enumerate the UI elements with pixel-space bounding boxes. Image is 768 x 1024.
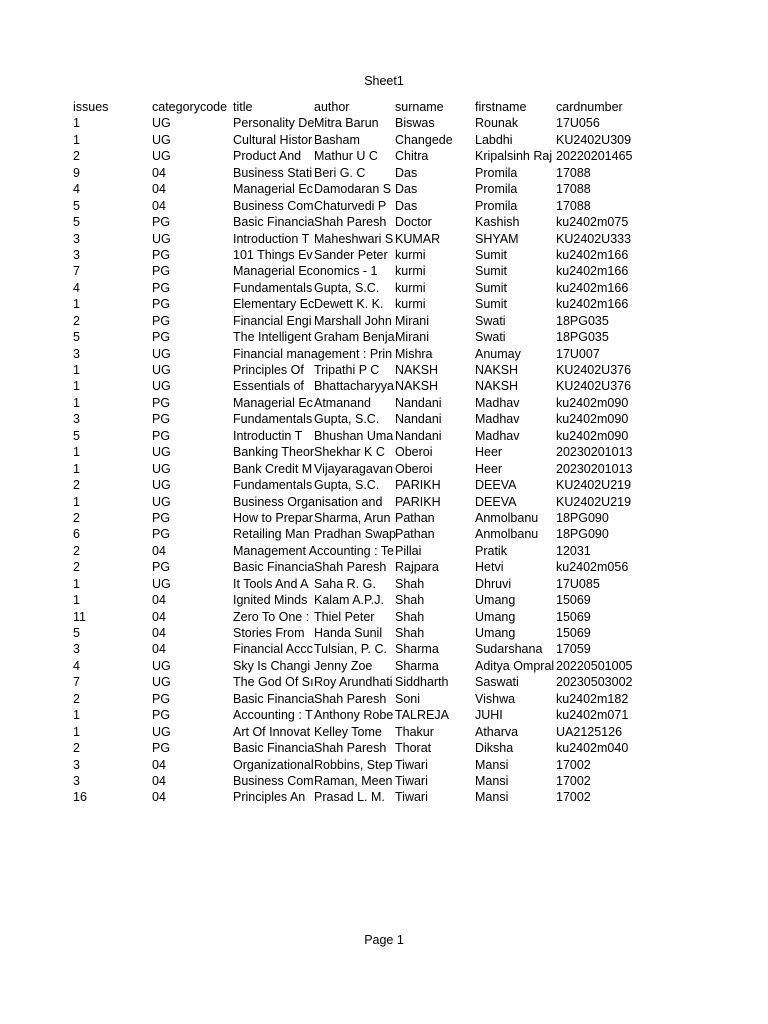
surname-cell: Mirani	[395, 313, 430, 328]
firstname-cell: Anmolbanu	[475, 527, 539, 542]
issues-cell: 3	[73, 346, 80, 361]
title-cell: Basic Financia	[233, 560, 315, 575]
cardnumber-cell: KU2402U309	[556, 132, 632, 147]
firstname-cell: Kashish	[475, 215, 520, 230]
surname-cell: Das	[395, 165, 418, 180]
issues-cell: 2	[73, 560, 80, 575]
title-cell: Zero To One :	[233, 609, 310, 624]
cardnumber-cell: ku2402m166	[556, 280, 629, 295]
title-cell: The Intelligent	[233, 330, 312, 345]
author-cell: Tripathi P C	[314, 363, 380, 377]
firstname-cell: Vishwa	[475, 691, 516, 706]
surname-cell: Mishra	[395, 346, 433, 361]
issues-cell: 2	[73, 741, 80, 756]
firstname-cell: Swati	[475, 313, 506, 328]
author-cell: Marshall John	[314, 313, 392, 328]
author-cell: Shah Paresh	[314, 741, 387, 756]
column-header: title	[233, 100, 253, 114]
firstname-cell: Umang	[475, 626, 516, 640]
categorycode-cell: UG	[152, 149, 171, 164]
surname-cell: Shah	[395, 593, 425, 608]
firstname-cell: Madhav	[475, 428, 520, 443]
categorycode-cell: PG	[152, 510, 171, 525]
issues-cell: 5	[73, 428, 80, 443]
surname-cell: PARIKH	[395, 478, 441, 493]
firstname-cell: Anumay	[475, 346, 521, 361]
categorycode-cell: 04	[152, 773, 166, 788]
author-cell: Raman, Meen	[314, 773, 393, 788]
cardnumber-cell: ku2402m166	[556, 247, 629, 262]
categorycode-cell: 04	[152, 593, 166, 608]
author-cell: Prasad L. M.	[314, 790, 385, 805]
categorycode-cell: 04	[152, 609, 166, 624]
categorycode-cell: PG	[152, 428, 171, 443]
cardnumber-cell: 17002	[556, 757, 591, 772]
surname-cell: Tiwari	[395, 773, 428, 788]
firstname-cell: Hetvi	[475, 560, 504, 575]
firstname-cell: Sudarshana	[475, 642, 543, 657]
column-header: cardnumber	[556, 100, 623, 114]
categorycode-cell: PG	[152, 741, 171, 756]
issues-cell: 6	[73, 527, 80, 542]
title-cell: 101 Things Ev	[233, 247, 313, 262]
issues-cell: 1	[73, 445, 80, 460]
surname-cell: kurmi	[395, 247, 426, 262]
author-cell: Saha R. G.	[314, 576, 376, 591]
author-cell: Sander Peter	[314, 247, 388, 262]
categorycode-cell: PG	[152, 560, 171, 575]
surname-cell: Shah	[395, 576, 425, 591]
cardnumber-cell: ku2402m071	[556, 708, 629, 723]
surname-cell: Tiwari	[395, 757, 428, 772]
cardnumber-cell: ku2402m040	[556, 741, 629, 756]
surname-cell: Das	[395, 182, 418, 197]
surname-cell: Rajpara	[395, 560, 439, 575]
categorycode-cell: 04	[152, 198, 166, 213]
categorycode-cell: 04	[152, 182, 166, 197]
cardnumber-cell: 15069	[556, 626, 591, 640]
categorycode-cell: PG	[152, 280, 171, 295]
firstname-cell: Sumit	[475, 247, 507, 262]
firstname-cell: Mansi	[475, 757, 509, 772]
title-cell: Fundamentals	[233, 478, 313, 493]
issues-cell: 3	[73, 757, 80, 772]
firstname-cell: Pratik	[475, 543, 507, 558]
title-cell: Financial management : Prin	[233, 346, 393, 361]
author-cell: Bhushan Uma	[314, 428, 394, 443]
title-cell: Basic Financia	[233, 741, 315, 756]
title-cell: Business Stati	[233, 165, 313, 180]
cardnumber-cell: 18PG035	[556, 313, 609, 328]
categorycode-cell: PG	[152, 297, 171, 312]
sheet-title: Sheet1	[364, 74, 404, 88]
surname-cell: NAKSH	[395, 363, 439, 377]
cardnumber-cell: ku2402m056	[556, 560, 629, 575]
issues-cell: 3	[73, 247, 80, 262]
categorycode-cell: 04	[152, 543, 166, 558]
author-cell: Shekhar K C	[314, 445, 385, 460]
firstname-cell: DEEVA	[475, 478, 517, 493]
firstname-cell: Umang	[475, 609, 516, 624]
issues-cell: 1	[73, 132, 80, 147]
firstname-cell: Heer	[475, 461, 503, 476]
surname-cell: Pathan	[395, 510, 435, 525]
author-cell: Maheshwari S	[314, 231, 394, 246]
issues-cell: 7	[73, 264, 80, 279]
cardnumber-cell: 12031	[556, 543, 591, 558]
surname-cell: Mirani	[395, 330, 430, 345]
issues-cell: 1	[73, 116, 80, 131]
title-cell: Financial Accc	[233, 642, 313, 657]
firstname-cell: Atharva	[475, 724, 519, 739]
firstname-cell: Diksha	[475, 741, 514, 756]
firstname-cell: Madhav	[475, 395, 520, 410]
cardnumber-cell: 18PG035	[556, 330, 609, 345]
firstname-cell: Mansi	[475, 773, 509, 788]
cardnumber-cell: 15069	[556, 609, 591, 624]
categorycode-cell: UG	[152, 445, 171, 460]
firstname-cell: Swati	[475, 330, 506, 345]
firstname-cell: Promila	[475, 165, 518, 180]
surname-cell: Biswas	[395, 116, 435, 131]
title-cell: Basic Financia	[233, 691, 315, 706]
author-cell: Mathur U C	[314, 149, 378, 164]
author-cell: Mitra Barun	[314, 116, 379, 131]
issues-cell: 2	[73, 149, 80, 164]
categorycode-cell: 04	[152, 790, 166, 805]
categorycode-cell: 04	[152, 757, 166, 772]
cardnumber-cell: 17002	[556, 773, 591, 788]
firstname-cell: Kripalsinh Raj	[475, 149, 553, 164]
title-cell: Personality De	[233, 116, 315, 131]
title-cell: Product And	[233, 149, 302, 164]
firstname-cell: Promila	[475, 182, 518, 197]
cardnumber-cell: ku2402m182	[556, 691, 629, 706]
issues-cell: 4	[73, 658, 80, 673]
title-cell: Managerial Economics - 1	[233, 264, 378, 279]
surname-cell: Nandani	[395, 428, 442, 443]
categorycode-cell: UG	[152, 379, 171, 394]
cardnumber-cell: ku2402m090	[556, 395, 629, 410]
title-cell: Managerial Ec	[233, 182, 313, 197]
title-cell: The God Of Sı	[233, 675, 314, 690]
author-cell: Vijayaragavan	[314, 461, 393, 476]
title-cell: Principles An	[233, 790, 306, 805]
categorycode-cell: PG	[152, 330, 171, 345]
surname-cell: Nandani	[395, 395, 442, 410]
issues-cell: 16	[73, 790, 87, 805]
issues-cell: 3	[73, 773, 80, 788]
column-header: categorycode	[152, 100, 228, 114]
cardnumber-cell: ku2402m075	[556, 215, 629, 230]
firstname-cell: Anmolbanu	[475, 510, 539, 525]
surname-cell: Sharma	[395, 642, 439, 657]
title-cell: Ignited Minds	[233, 593, 308, 608]
title-cell: Fundamentals	[233, 412, 313, 427]
column-header: issues	[73, 100, 109, 114]
categorycode-cell: UG	[152, 724, 171, 739]
issues-cell: 1	[73, 395, 80, 410]
firstname-cell: NAKSH	[475, 379, 519, 394]
surname-cell: Soni	[395, 691, 421, 706]
author-cell: Shah Paresh	[314, 560, 387, 575]
title-cell: Basic Financia	[233, 215, 315, 230]
issues-cell: 9	[73, 165, 80, 180]
issues-cell: 1	[73, 724, 80, 739]
column-header: surname	[395, 100, 444, 114]
cardnumber-cell: 15069	[556, 593, 591, 608]
cardnumber-cell: KU2402U376	[556, 363, 632, 377]
cardnumber-cell: 17U007	[556, 346, 600, 361]
issues-cell: 1	[73, 593, 80, 608]
title-cell: Financial Engi	[233, 313, 312, 328]
firstname-cell: Mansi	[475, 790, 509, 805]
issues-cell: 1	[73, 297, 80, 312]
surname-cell: KUMAR	[395, 231, 441, 246]
issues-cell: 7	[73, 675, 80, 690]
categorycode-cell: UG	[152, 132, 171, 147]
categorycode-cell: UG	[152, 675, 171, 690]
column-header: author	[314, 100, 350, 114]
categorycode-cell: UG	[152, 363, 171, 377]
issues-cell: 1	[73, 708, 80, 723]
firstname-cell: Promila	[475, 198, 518, 213]
issues-cell: 1	[73, 494, 80, 509]
issues-cell: 2	[73, 478, 80, 493]
title-cell: Business Com	[233, 773, 314, 788]
surname-cell: Das	[395, 198, 418, 213]
cardnumber-cell: ku2402m090	[556, 412, 629, 427]
firstname-cell: Saswati	[475, 675, 519, 690]
cardnumber-cell: KU2402U376	[556, 379, 632, 394]
cardnumber-cell: 20230503002	[556, 675, 633, 690]
firstname-cell: Madhav	[475, 412, 520, 427]
author-cell: Gupta, S.C.	[314, 280, 380, 295]
title-cell: Introductin T	[233, 428, 303, 443]
title-cell: Cultural Histor	[233, 132, 313, 147]
author-cell: Jenny Zoe	[314, 658, 373, 673]
surname-cell: kurmi	[395, 297, 426, 312]
issues-cell: 5	[73, 198, 80, 213]
firstname-cell: Sumit	[475, 264, 507, 279]
title-cell: It Tools And A	[233, 576, 309, 591]
surname-cell: Nandani	[395, 412, 442, 427]
author-cell: Damodaran S	[314, 182, 392, 197]
categorycode-cell: 04	[152, 642, 166, 657]
title-cell: Essentials of	[233, 379, 304, 394]
author-cell: Sharma, Arun	[314, 510, 391, 525]
firstname-cell: DEEVA	[475, 494, 517, 509]
issues-cell: 2	[73, 510, 80, 525]
surname-cell: Siddharth	[395, 675, 449, 690]
firstname-cell: Rounak	[475, 116, 519, 131]
cardnumber-cell: 20220501005	[556, 658, 633, 673]
cardnumber-cell: 18PG090	[556, 510, 609, 525]
surname-cell: Thorat	[395, 741, 432, 756]
issues-cell: 1	[73, 461, 80, 476]
author-cell: Handa Sunil	[314, 626, 383, 640]
author-cell: Shah Paresh	[314, 215, 387, 230]
issues-cell: 3	[73, 642, 80, 657]
firstname-cell: Dhruvi	[475, 576, 512, 591]
title-cell: Introduction T	[233, 231, 310, 246]
surname-cell: NAKSH	[395, 379, 439, 394]
author-cell: Graham Benja	[314, 330, 395, 345]
surname-cell: Shah	[395, 609, 425, 624]
surname-cell: Thakur	[395, 724, 434, 739]
categorycode-cell: PG	[152, 215, 171, 230]
firstname-cell: Aditya Ompral	[475, 658, 555, 673]
author-cell: Shah Paresh	[314, 691, 387, 706]
title-cell: Stories From	[233, 626, 305, 640]
cardnumber-cell: 17U085	[556, 576, 600, 591]
surname-cell: kurmi	[395, 280, 426, 295]
title-cell: Fundamentals	[233, 280, 313, 295]
author-cell: Gupta, S.C.	[314, 412, 380, 427]
author-cell: Beri G. C	[314, 165, 366, 180]
issues-cell: 2	[73, 691, 80, 706]
surname-cell: PARIKH	[395, 494, 441, 509]
categorycode-cell: UG	[152, 461, 171, 476]
surname-cell: Chitra	[395, 149, 429, 164]
surname-cell: TALREJA	[395, 708, 449, 723]
categorycode-cell: 04	[152, 626, 166, 640]
issues-cell: 11	[73, 609, 86, 624]
title-cell: Art Of Innovat	[233, 724, 311, 739]
categorycode-cell: PG	[152, 395, 171, 410]
firstname-cell: SHYAM	[475, 231, 519, 246]
categorycode-cell: PG	[152, 264, 171, 279]
issues-cell: 2	[73, 543, 80, 558]
issues-cell: 3	[73, 412, 80, 427]
surname-cell: kurmi	[395, 264, 426, 279]
categorycode-cell: PG	[152, 527, 171, 542]
issues-cell: 2	[73, 313, 80, 328]
firstname-cell: Labdhi	[475, 132, 513, 147]
cardnumber-cell: KU2402U219	[556, 478, 632, 493]
categorycode-cell: PG	[152, 247, 171, 262]
title-cell: Retailing Man	[233, 527, 310, 542]
author-cell: Pradhan Swap	[314, 527, 397, 542]
issues-cell: 3	[73, 231, 80, 246]
author-cell: Thiel Peter	[314, 609, 375, 624]
issues-cell: 4	[73, 182, 80, 197]
title-cell: Banking Theor	[233, 445, 315, 460]
page-footer: Page 1	[364, 933, 404, 947]
cardnumber-cell: KU2402U219	[556, 494, 632, 509]
cardnumber-cell: 17059	[556, 642, 591, 657]
categorycode-cell: PG	[152, 708, 171, 723]
title-cell: Accounting : T	[233, 708, 313, 723]
author-cell: Atmanand	[314, 395, 371, 410]
surname-cell: Shah	[395, 626, 425, 640]
categorycode-cell: 04	[152, 165, 166, 180]
author-cell: Kalam A.P.J.	[314, 593, 384, 608]
categorycode-cell: UG	[152, 231, 171, 246]
title-cell: Principles Of	[233, 363, 304, 377]
categorycode-cell: UG	[152, 576, 171, 591]
issues-cell: 1	[73, 576, 80, 591]
surname-cell: Tiwari	[395, 790, 428, 805]
surname-cell: Oberoi	[395, 461, 433, 476]
title-cell: How to Prepar	[233, 510, 313, 525]
cardnumber-cell: 17088	[556, 182, 591, 197]
categorycode-cell: UG	[152, 494, 171, 509]
cardnumber-cell: ku2402m166	[556, 264, 629, 279]
categorycode-cell: UG	[152, 346, 171, 361]
author-cell: Chaturvedi P	[314, 198, 387, 213]
author-cell: Dewett K. K.	[314, 297, 384, 312]
cardnumber-cell: ku2402m090	[556, 428, 629, 443]
cardnumber-cell: 17U056	[556, 116, 600, 131]
author-cell: Tulsian, P. C.	[314, 642, 387, 657]
issues-cell: 5	[73, 330, 80, 345]
surname-cell: Changede	[395, 132, 453, 147]
firstname-cell: Heer	[475, 445, 503, 460]
author-cell: Kelley Tome	[314, 724, 382, 739]
issues-cell: 1	[73, 379, 80, 394]
cardnumber-cell: 18PG090	[556, 527, 609, 542]
surname-cell: Oberoi	[395, 445, 433, 460]
firstname-cell: JUHI	[475, 708, 503, 723]
author-cell: Roy Arundhati	[314, 675, 393, 690]
firstname-cell: Umang	[475, 593, 516, 608]
categorycode-cell: UG	[152, 478, 171, 493]
categorycode-cell: PG	[152, 313, 171, 328]
cardnumber-cell: 17088	[556, 165, 591, 180]
issues-cell: 1	[73, 363, 80, 377]
issues-cell: 5	[73, 626, 80, 640]
title-cell: Business Com	[233, 198, 314, 213]
firstname-cell: Sumit	[475, 280, 507, 295]
author-cell: Gupta, S.C.	[314, 478, 380, 493]
issues-cell: 5	[73, 215, 80, 230]
title-cell: Business Organisation and	[233, 494, 383, 509]
cardnumber-cell: KU2402U333	[556, 231, 632, 246]
author-cell: Basham	[314, 132, 360, 147]
cardnumber-cell: 17002	[556, 790, 591, 805]
surname-cell: Sharma	[395, 658, 439, 673]
title-cell: Organizational	[233, 757, 314, 772]
author-cell: Anthony Robe	[314, 708, 394, 723]
categorycode-cell: PG	[152, 412, 171, 427]
categorycode-cell: PG	[152, 691, 171, 706]
title-cell: Bank Credit M	[233, 461, 313, 476]
column-header: firstname	[475, 100, 527, 114]
cardnumber-cell: UA2125126	[556, 724, 623, 739]
cardnumber-cell: ku2402m166	[556, 297, 629, 312]
title-cell: Elementary Ec	[233, 297, 315, 312]
categorycode-cell: UG	[152, 116, 171, 131]
firstname-cell: Sumit	[475, 297, 507, 312]
categorycode-cell: UG	[152, 658, 171, 673]
author-cell: Robbins, Step	[314, 757, 393, 772]
issues-cell: 4	[73, 280, 80, 295]
surname-cell: Doctor	[395, 215, 432, 230]
cardnumber-cell: 20230201013	[556, 461, 633, 476]
title-cell: Sky Is Changi	[233, 658, 311, 673]
surname-cell: Pathan	[395, 527, 435, 542]
title-cell: Management Accounting : Te	[233, 543, 394, 558]
firstname-cell: NAKSH	[475, 363, 519, 377]
title-cell: Managerial Ec	[233, 395, 313, 410]
cardnumber-cell: 17088	[556, 198, 591, 213]
author-cell: Bhattacharyya	[314, 379, 394, 394]
surname-cell: Pillai	[395, 543, 422, 558]
cardnumber-cell: 20230201013	[556, 445, 633, 460]
cardnumber-cell: 20220201465	[556, 149, 633, 164]
